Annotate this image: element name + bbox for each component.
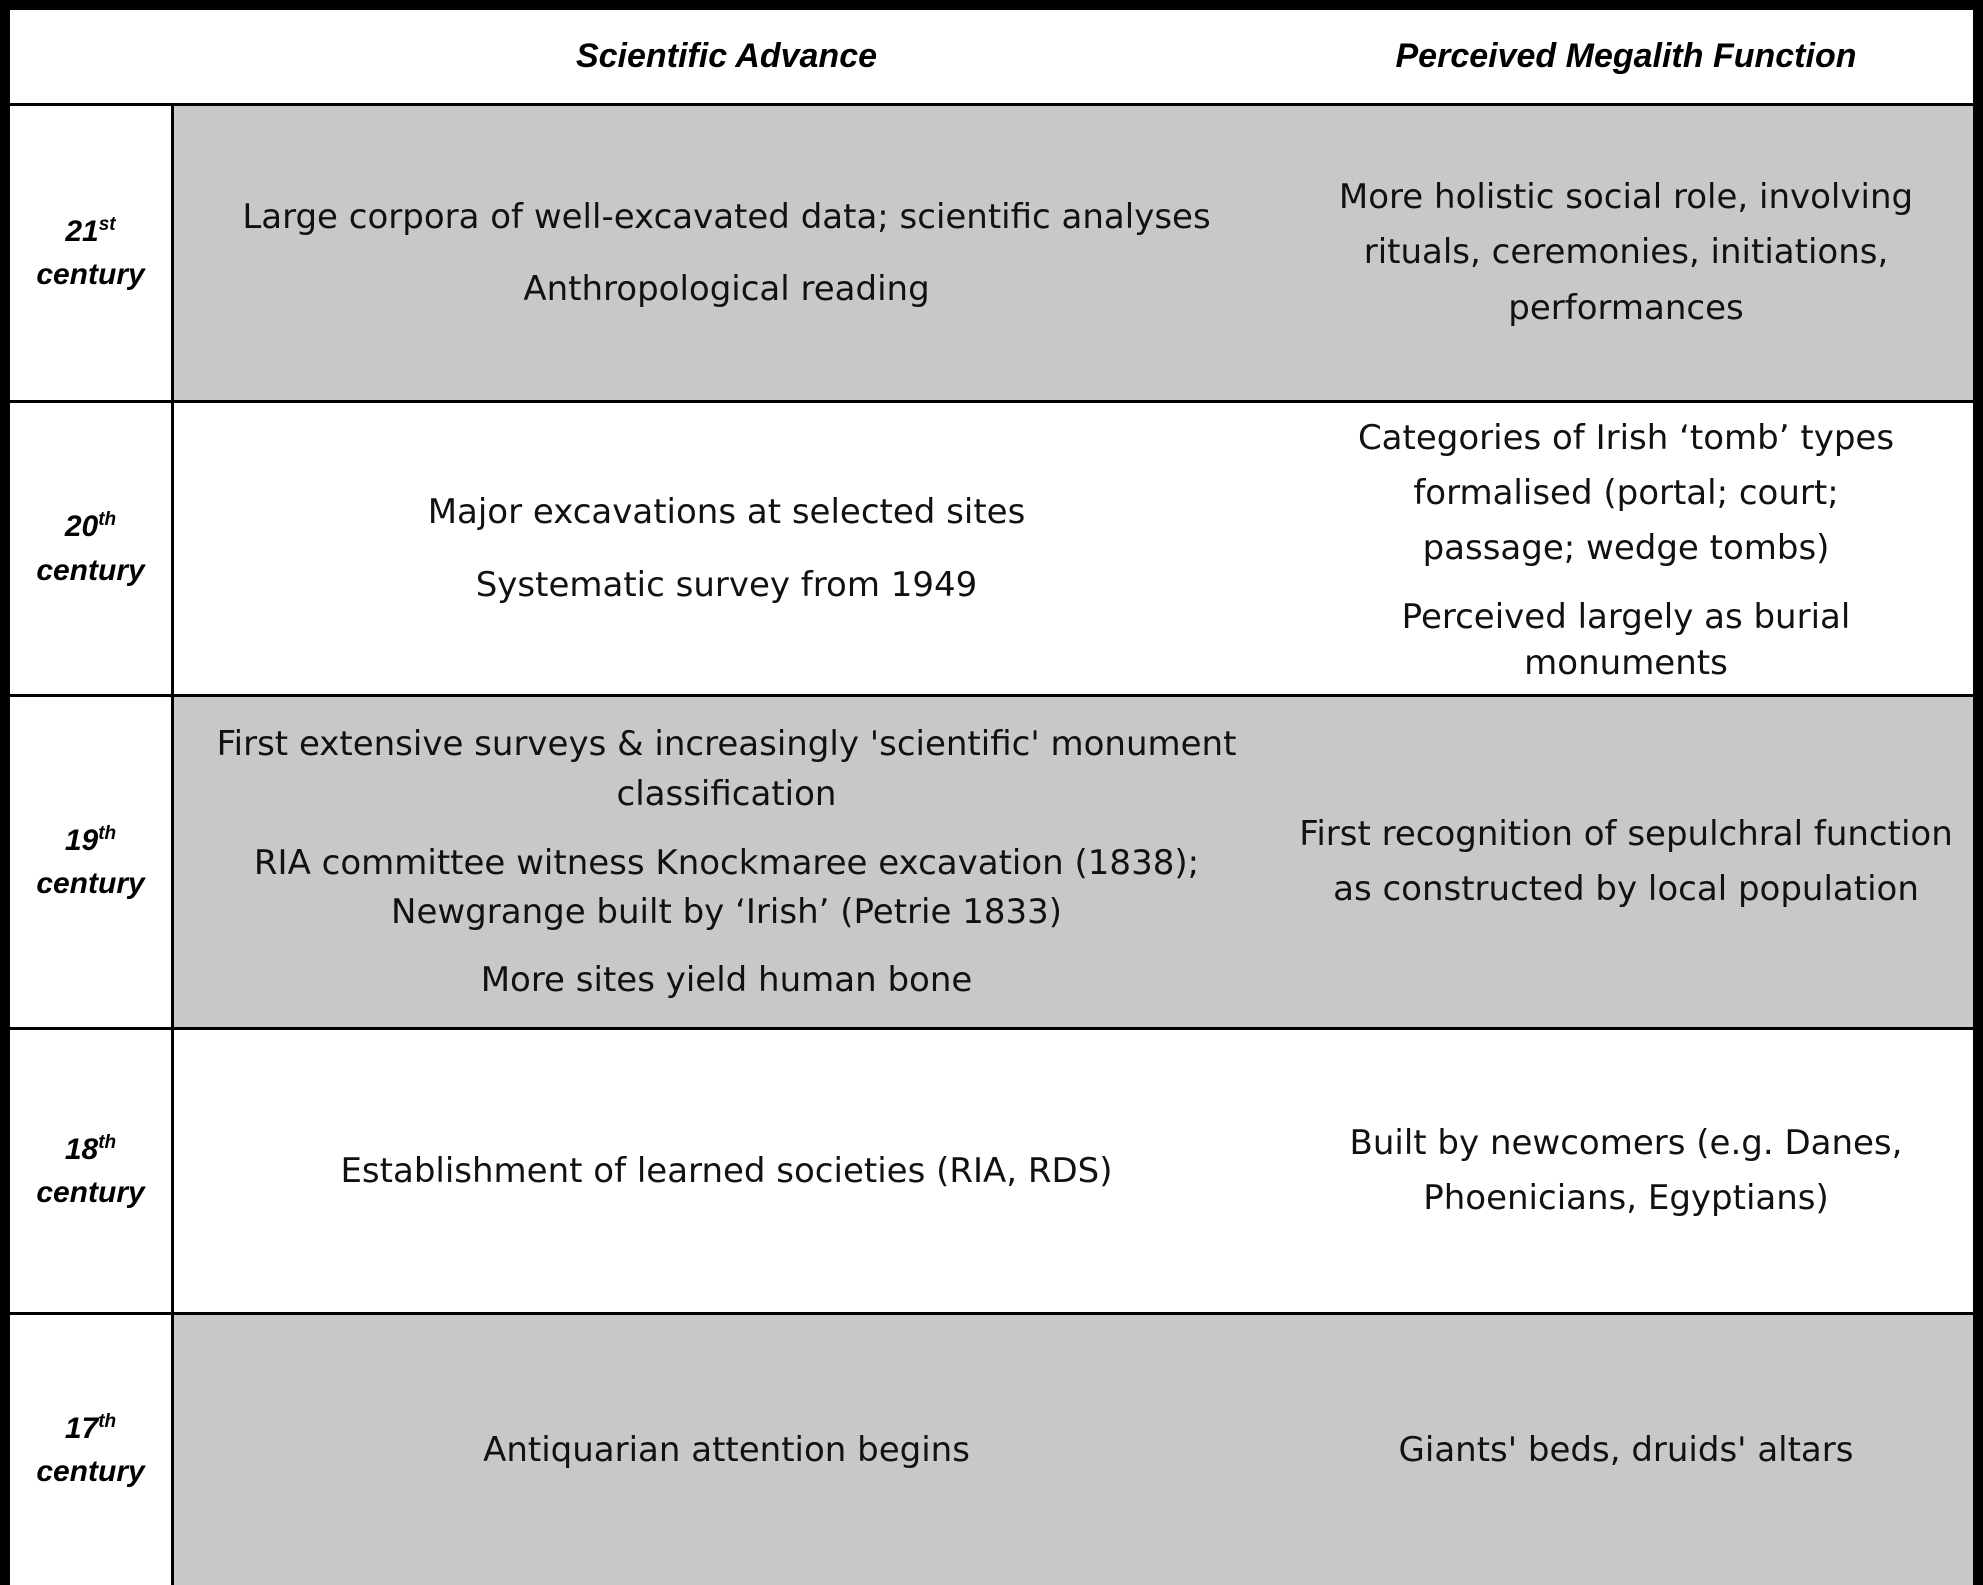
function-cell: Built by newcomers (e.g. Danes, Phoenicians, Egyptians) (1349, 1122, 1903, 1218)
table-row-20th-century (10, 400, 1973, 694)
advance-cell: First extensive surveys & increasingly 'scientific' monument classification RIA committee witness Knockmaree excavation (1838); Newgrange built by ‘Irish’ (Petrie 1833) More sites yield human bone (216, 724, 1237, 1001)
table-row-18th-century (10, 1027, 1973, 1312)
advance-cell: Large corpora of well-excavated data; scientific analyses Anthropological reading (242, 196, 1211, 309)
era-label: 20th century (10, 403, 174, 694)
advance-cell: Antiquarian attention begins (483, 1429, 970, 1470)
era-label: 21st century (10, 106, 174, 400)
era-label: 19th century (10, 697, 174, 1027)
era-label: 17th century (10, 1315, 174, 1585)
table-header (10, 10, 1973, 106)
function-cell: More holistic social role, involving rituals, ceremonies, initiations, performances (1338, 177, 1914, 328)
function-cell: Giants' beds, druids' altars (1398, 1429, 1854, 1470)
table-row-19th-century (10, 694, 1973, 1027)
header-scientific-advance: Scientific Advance (575, 37, 878, 75)
table-row-17th-century (10, 1312, 1973, 1585)
header-perceived-function: Perceived Megalith Function (1395, 37, 1857, 75)
advance-cell: Major excavations at selected sites Systematic survey from 1949 (427, 492, 1026, 605)
era-label: 18th century (10, 1030, 174, 1312)
table-row-21st-century (10, 106, 1973, 400)
function-cell: First recognition of sepulchral function as constructed by local population (1299, 813, 1953, 909)
function-cell: Categories of Irish ‘tomb’ types formalised (portal; court; passage; wedge tombs) Perceived largely as burial monuments (1357, 417, 1895, 684)
advance-cell: Establishment of learned societies (RIA, RDS) (340, 1150, 1113, 1191)
